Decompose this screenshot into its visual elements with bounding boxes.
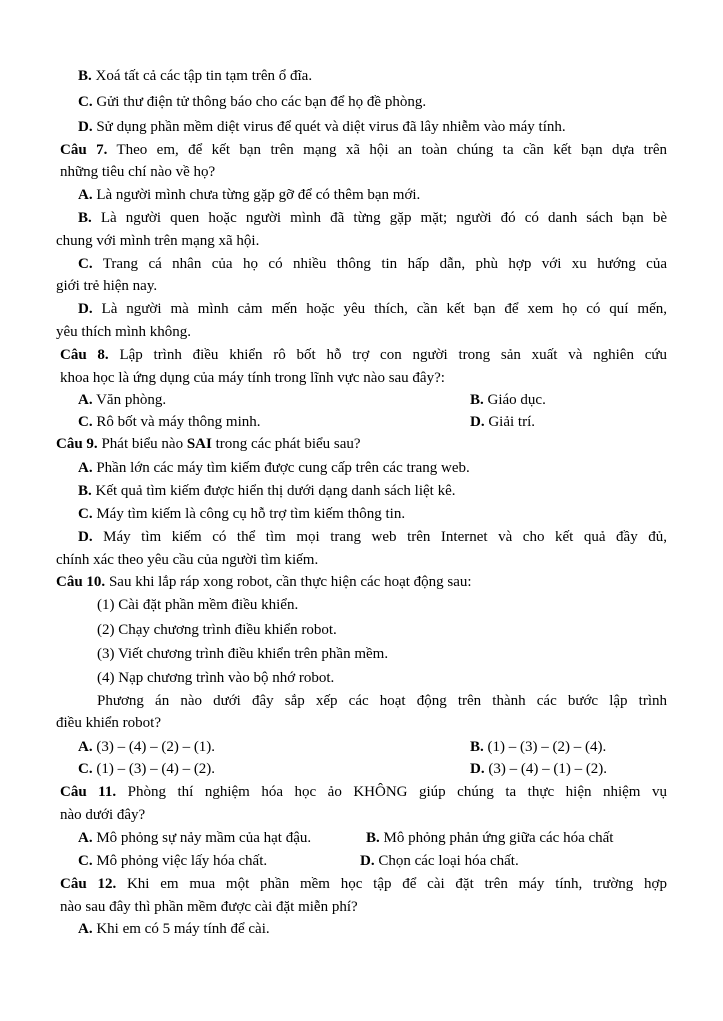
q7-option-c: C. Trang cá nhân của họ có nhiều thông tin hấp dẫn, phù hợp với xu hướng của bbox=[78, 256, 667, 272]
q9-option-d: D. Máy tìm kiếm có thể tìm mọi trang web trên Internet và cho kết quả đầy đủ, bbox=[78, 529, 667, 545]
q9-option-a: A. Phần lớn các máy tìm kiếm được cung cấp trên các trang web. bbox=[78, 460, 470, 476]
q11-option-b: B. Mô phỏng phản ứng giữa các hóa chất bbox=[366, 830, 614, 846]
q8-option-d: D. Giải trí. bbox=[470, 414, 535, 430]
q10-stem: Câu 10. Sau khi lắp ráp xong robot, cần thực hiện các hoạt động sau: bbox=[56, 574, 472, 590]
q10-question-cont: điều khiển robot? bbox=[56, 715, 161, 731]
q11-option-d: D. Chọn các loại hóa chất. bbox=[360, 853, 519, 869]
q11-stem: Câu 11. Phòng thí nghiệm hóa học ảo KHÔNG giúp chúng ta thực hiện nhiệm vụ bbox=[60, 784, 667, 800]
q10-step-2: (2) Chạy chương trình điều khiển robot. bbox=[97, 622, 337, 638]
q11-option-a: A. Mô phỏng sự nảy mầm của hạt đậu. bbox=[78, 830, 312, 846]
q7-option-d-cont: yêu thích mình không. bbox=[56, 324, 191, 340]
q8-option-c: C. Rô bốt và máy thông minh. bbox=[78, 414, 261, 430]
q8-stem: Câu 8. Lập trình điều khiển rô bốt hỗ trợ con người trong sản xuất và nghiên cứu bbox=[60, 347, 667, 363]
q10-step-4: (4) Nạp chương trình vào bộ nhớ robot. bbox=[97, 670, 335, 686]
q11-option-c: C. Mô phỏng việc lấy hóa chất. bbox=[78, 853, 268, 869]
q10-option-d: D. (3) – (4) – (1) – (2). bbox=[470, 761, 608, 777]
q8-stem-cont: khoa học là ứng dụng của máy tính trong lĩnh vực nào sau đây?: bbox=[60, 370, 445, 386]
q10-option-a: A. (3) – (4) – (2) – (1). bbox=[78, 739, 216, 755]
q7-option-b-cont: chung với mình trên mạng xã hội. bbox=[56, 233, 260, 249]
q11-stem-cont: nào dưới đây? bbox=[60, 807, 146, 823]
q9-option-d-cont: chính xác theo yêu cầu của người tìm kiếm. bbox=[56, 552, 319, 568]
q12-stem: Câu 12. Khi em mua một phần mềm học tập để cài đặt trên máy tính, trường hợp bbox=[60, 876, 667, 892]
q10-option-c: C. (1) – (3) – (4) – (2). bbox=[78, 761, 216, 777]
q7-stem-cont: những tiêu chí nào về họ? bbox=[60, 164, 216, 180]
q12-stem-cont: nào sau đây thì phần mềm được cài đặt miễn phí? bbox=[60, 899, 358, 915]
q6-option-c: C. Gửi thư điện tử thông báo cho các bạn để họ đề phòng. bbox=[78, 94, 427, 110]
q8-option-a: A. Văn phòng. bbox=[78, 392, 167, 408]
q9-option-c: C. Máy tìm kiếm là công cụ hỗ trợ tìm kiếm thông tin. bbox=[78, 506, 406, 522]
q7-option-d: D. Là người mà mình cảm mến hoặc yêu thích, cần kết bạn để xem họ có quí mến, bbox=[78, 301, 667, 317]
q10-step-1: (1) Cài đặt phần mềm điều khiển. bbox=[97, 597, 299, 613]
q9-option-b: B. Kết quả tìm kiếm được hiển thị dưới dạng danh sách liệt kê. bbox=[78, 483, 456, 499]
q10-step-3: (3) Viết chương trình điều khiển trên phần mềm. bbox=[97, 646, 389, 662]
q10-question: Phương án nào dưới đây sắp xếp các hoạt động trên thành các bước lập trình bbox=[97, 693, 667, 709]
q6-option-b: B. Xoá tất cả các tập tin tạm trên ổ đĩa. bbox=[78, 68, 313, 84]
q6-option-d: D. Sử dụng phần mềm diệt virus để quét và diệt virus đã lây nhiễm vào máy tính. bbox=[78, 119, 566, 135]
q9-stem: Câu 9. Phát biểu nào SAI trong các phát biểu sau? bbox=[56, 436, 361, 452]
q7-option-c-cont: giới trẻ hiện nay. bbox=[56, 278, 158, 294]
q7-option-b: B. Là người quen hoặc người mình đã từng gặp mặt; người đó có danh sách bạn bè bbox=[78, 210, 667, 226]
q7-option-a: A. Là người mình chưa từng gặp gỡ để có thêm bạn mới. bbox=[78, 187, 421, 203]
q8-option-b: B. Giáo dục. bbox=[470, 392, 546, 408]
q12-option-a: A. Khi em có 5 máy tính để cài. bbox=[78, 921, 270, 937]
q10-option-b: B. (1) – (3) – (2) – (4). bbox=[470, 739, 607, 755]
q7-stem: Câu 7. Theo em, để kết bạn trên mạng xã hội an toàn chúng ta cần kết bạn dựa trên bbox=[60, 142, 667, 158]
